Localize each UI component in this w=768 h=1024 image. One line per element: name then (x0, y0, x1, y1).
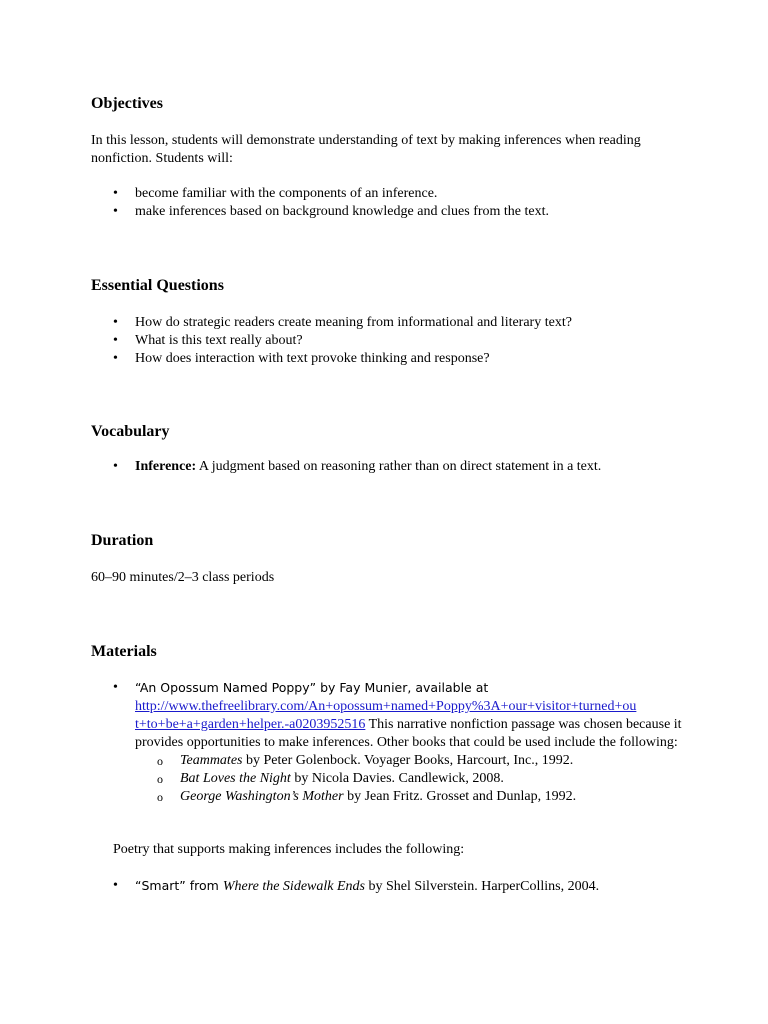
vocabulary-definition: A judgment based on reasoning rather than on direct statement in a text. (196, 459, 602, 474)
link-line-1: http://www.thefreelibrary.com/An+opossum+named+Poppy%3A+our+visitor+turned+ou (135, 699, 637, 714)
poem-prefix: “Smart” from (135, 878, 223, 893)
list-item: • How does interaction with text provoke thinking and response? (91, 350, 572, 368)
list-item (91, 679, 691, 806)
vocabulary-heading: Vocabulary (91, 423, 170, 440)
list-item (91, 458, 601, 476)
poetry-list (91, 877, 599, 896)
list-item (135, 788, 691, 806)
list-item: • become familiar with the components of an inference. (91, 185, 549, 203)
duration-heading: Duration (91, 532, 154, 549)
poetry-book-title: Where the Sidewalk Ends (222, 879, 365, 894)
book-title: George Washington’s Mother (180, 789, 344, 804)
book-details: by Peter Golenbock. Voyager Books, Harcourt, Inc., 1992. (242, 753, 574, 768)
list-item (91, 877, 599, 896)
book-title: Bat Loves the Night (180, 771, 291, 786)
book-details: by Jean Fritz. Grosset and Dunlap, 1992. (343, 789, 577, 804)
book-title: Teammates (180, 753, 243, 768)
essential-questions-list (91, 314, 572, 368)
link-line-2: t+to+be+a+garden+helper.-a0203952516 (135, 717, 366, 732)
vocabulary-term: Inference: (135, 459, 197, 474)
objectives-intro: In this lesson, students will demonstrate understanding of text by making inferences when reading nonfiction. Students will: (91, 133, 641, 166)
list-item (135, 752, 691, 770)
list-item: • How do strategic readers create meaning from informational and literary text? (91, 314, 572, 332)
material-lead: “An Opossum Named Poppy” by Fay Munier, available at (135, 680, 489, 695)
essential-questions-heading: Essential Questions (91, 277, 224, 294)
books-list (135, 752, 691, 806)
materials-heading: Materials (91, 643, 157, 660)
list-item: • make inferences based on background knowledge and clues from the text. (91, 203, 549, 221)
list-item (135, 770, 691, 788)
poetry-intro: Poetry that supports making inferences includes the following: (113, 842, 465, 857)
vocabulary-list (91, 458, 601, 476)
duration-text: 60–90 minutes/2–3 class periods (91, 570, 275, 585)
list-item: • What is this text really about? (91, 332, 572, 350)
poetry-details: by Shel Silverstein. HarperCollins, 2004. (364, 879, 600, 894)
objectives-list (91, 185, 549, 221)
material-description: This narrative nonfiction passage was chosen because it provides opportunities to make inferences. Other books that could be used include the following: (135, 717, 682, 750)
materials-list (91, 679, 691, 806)
objectives-heading: Objectives (91, 95, 163, 112)
book-details: by Nicola Davies. Candlewick, 2008. (290, 771, 504, 786)
